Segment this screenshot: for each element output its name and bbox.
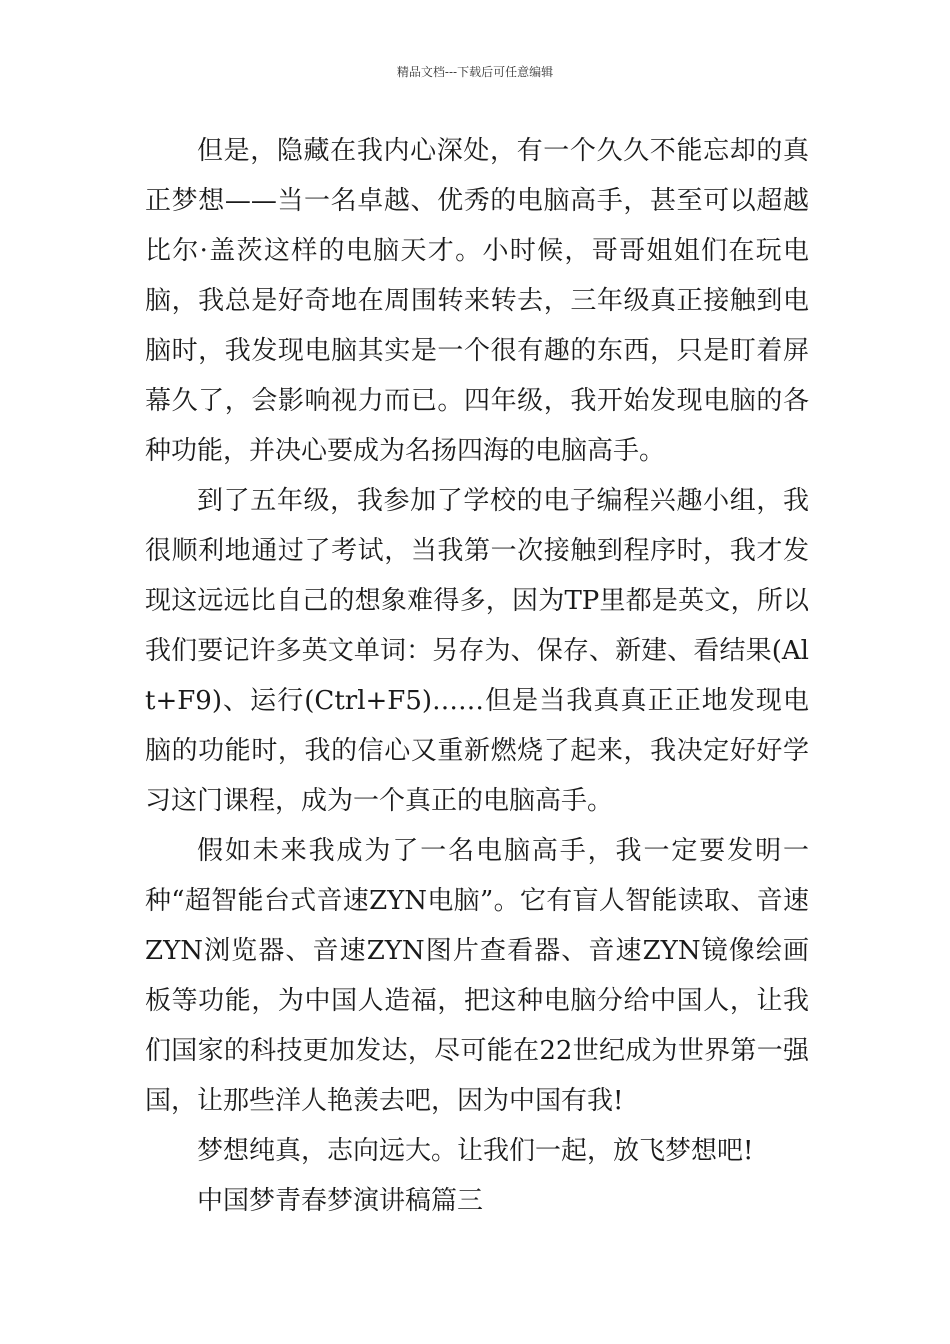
paragraph-programming-group: 到了五年级，我参加了学校的电子编程兴趣小组，我很顺利地通过了考试，当我第一次接触到程序时，我才发现这远远比自己的想象难得多，因为TP里都是英文，所以我们要记许多英文单词：另存为、保存、新建、看结果(Alt+F9)、运行(Ctrl+F5)……但是当我真真正正地发现电脑的功能时，我的信心又重新燃烧了起来，我决定好好学习这门课程，成为一个真正的电脑高手。 (145, 486, 809, 816)
paragraph-closing: 梦想纯真，志向远大。让我们一起，放飞梦想吧! (197, 1136, 754, 1166)
section-heading: 中国梦青春梦演讲稿篇三 (197, 1186, 484, 1216)
paragraph-dream-computer-expert: 但是，隐藏在我内心深处，有一个久久不能忘却的真正梦想——当一名卓越、优秀的电脑高手，甚至可以超越比尔·盖茨这样的电脑天才。小时候，哥哥姐姐们在玩电脑，我总是好奇地在周围转来转去，三年级真正接触到电脑时，我发现电脑其实是一个很有趣的东西，只是盯着屏幕久了，会影响视力而已。四年级，我开始发现电脑的各种功能，并决心要成为名扬四海的电脑高手。 (145, 136, 809, 466)
document-body (145, 126, 809, 1226)
page-header-watermark: 精品文档---下载后可任意编辑 (396, 65, 554, 79)
paragraph-future-invention: 假如未来我成为了一名电脑高手，我一定要发明一种“超智能台式音速ZYN电脑”。它有盲人智能读取、音速ZYN浏览器、音速ZYN图片查看器、音速ZYN镜像绘画板等功能，为中国人造福，把这种电脑分给中国人，让我们国家的科技更加发达，尽可能在22世纪成为世界第一强国，让那些洋人艳羡去吧，因为中国有我! (145, 836, 809, 1116)
